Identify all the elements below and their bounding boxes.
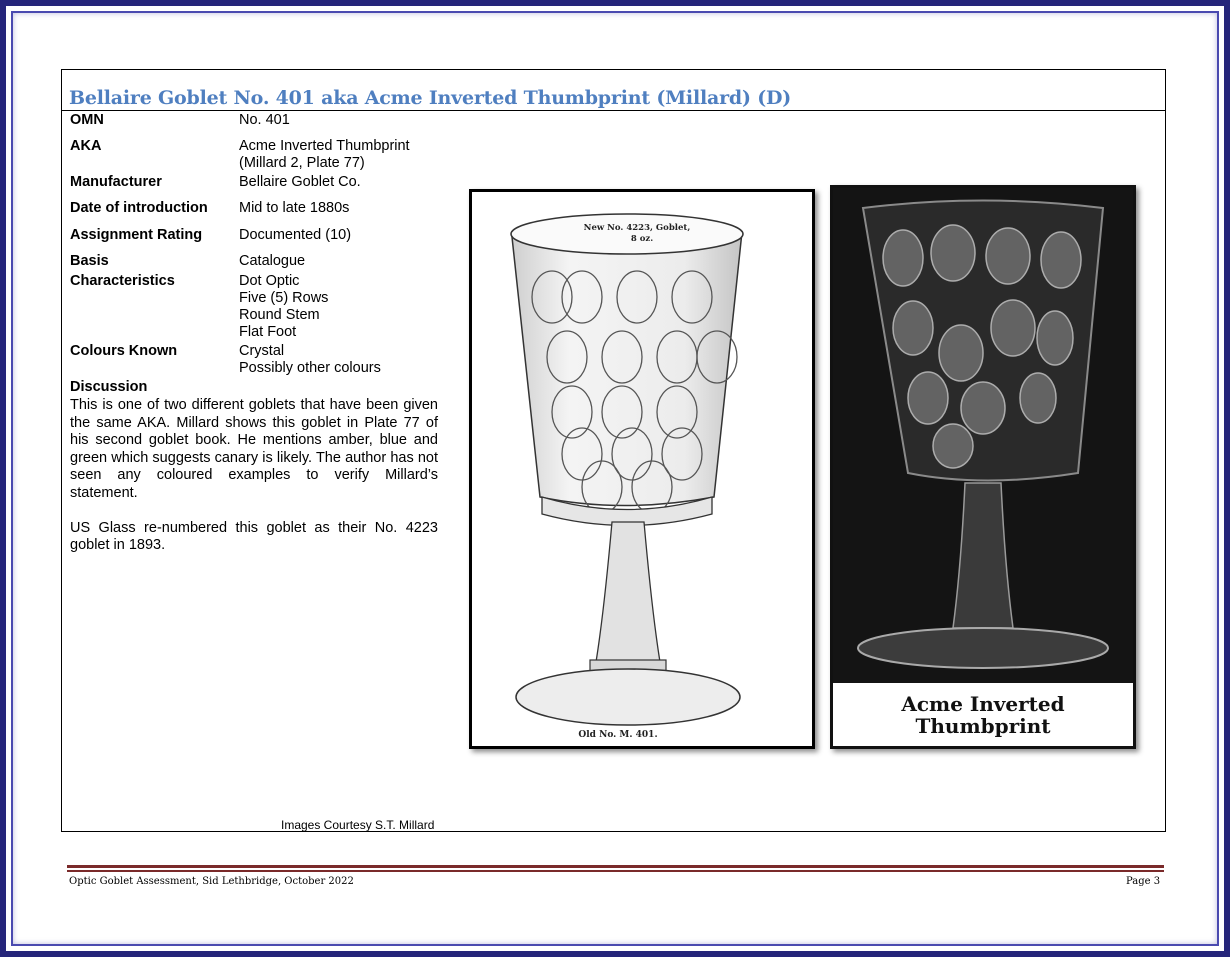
date-label: Date of introduction (70, 200, 208, 216)
characteristic-item: Round Stem (239, 307, 320, 323)
characteristic-item: Five (5) Rows (239, 290, 329, 306)
catalogue-illustration (469, 189, 815, 749)
aka-value-line2: (Millard 2, Plate 77) (239, 155, 365, 171)
colour-item: Possibly other colours (239, 360, 381, 376)
discussion-body (70, 397, 438, 572)
discussion-heading: Discussion (70, 379, 148, 395)
discussion-paragraph: US Glass re-numbered this goblet as their No. 4223 goblet in 1893. (70, 519, 438, 553)
catalogue-bottom-label: Old No. M. 401. (578, 730, 658, 740)
photo-image (833, 188, 1133, 683)
date-value: Mid to late 1880s (239, 200, 350, 216)
colour-item: Crystal (239, 343, 285, 359)
catalogue-top-label: 8 oz. (630, 234, 654, 244)
rating-label: Assignment Rating (70, 227, 203, 243)
characteristic-item: Flat Foot (239, 324, 297, 340)
title-bar (62, 70, 1165, 111)
basis-label: Basis (70, 253, 109, 269)
image-credit: Images Courtesy S.T. Millard (281, 818, 435, 832)
photo-caption-line: Acme Inverted (901, 692, 1065, 716)
manufacturer-label: Manufacturer (70, 174, 162, 190)
goblet-drawing (472, 192, 812, 746)
aka-label: AKA (70, 138, 102, 154)
manufacturer-value: Bellaire Goblet Co. (239, 174, 361, 190)
omn-label: OMN (70, 112, 104, 128)
catalogue-top-label: New No. 4223, Goblet, (583, 223, 691, 233)
basis-value: Catalogue (239, 253, 306, 269)
photo-caption (833, 693, 1133, 737)
goblet-photo (830, 185, 1136, 749)
footer-rule (67, 865, 1164, 872)
characteristics-label: Characteristics (70, 273, 175, 289)
characteristic-item: Dot Optic (239, 273, 300, 289)
colours-label: Colours Known (70, 343, 178, 359)
page-title: Bellaire Goblet No. 401 aka Acme Inverted Thumbprint (Millard) (D) (69, 87, 792, 109)
page-number: Page 3 (1126, 876, 1161, 887)
footer-left: Optic Goblet Assessment, Sid Lethbridge, October 2022 (69, 876, 354, 887)
omn-value: No. 401 (239, 112, 290, 128)
photo-caption-line: Thumbprint (915, 714, 1051, 738)
rating-value: Documented (10) (239, 227, 352, 243)
aka-value-line1: Acme Inverted Thumbprint (239, 138, 410, 154)
discussion-paragraph: This is one of two different goblets that have been given the same AKA. Millard shows this goblet in Plate 77 of his second goblet book. He mentions amber, blue and green which suggests canary is likely. The author has not seen any coloured examples to verify Millard’s statement. (70, 397, 438, 501)
